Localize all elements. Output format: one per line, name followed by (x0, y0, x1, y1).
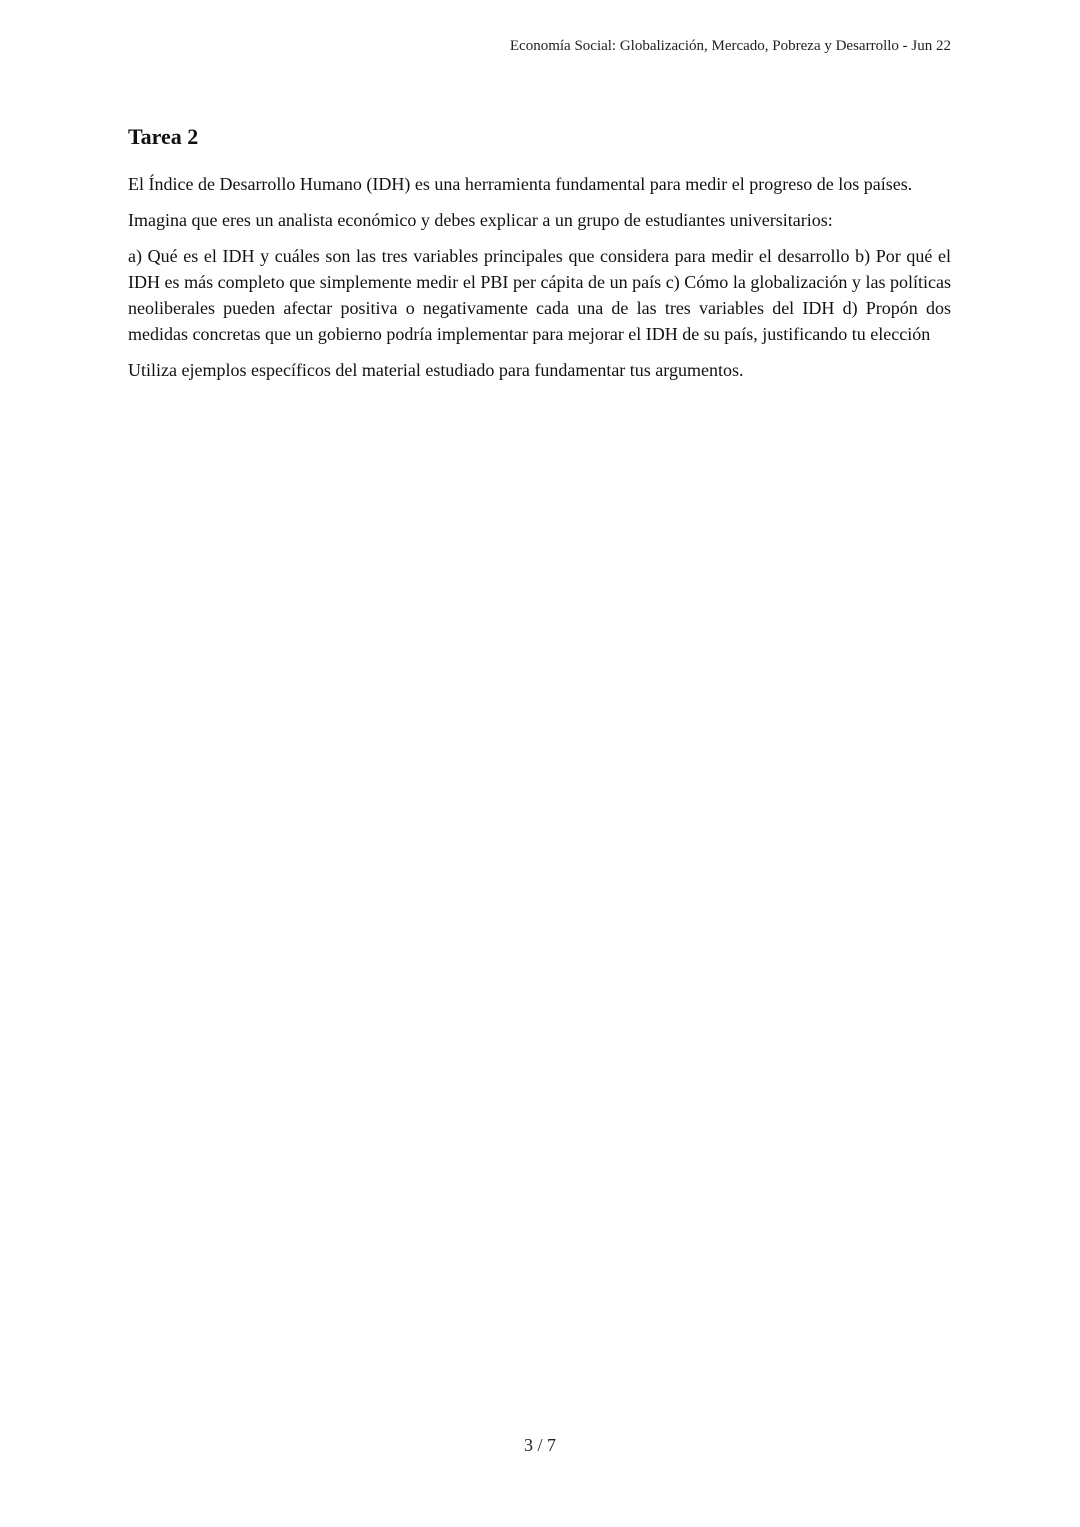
instruction-paragraph: Imagina que eres un analista económico y debes explicar a un grupo de estudiantes universitarios: (128, 210, 833, 230)
questions-paragraph: a) Qué es el IDH y cuáles son las tres variables principales que considera para medir el desarrollo b) Por qué el IDH es más completo que simplemente medir el PBI per cápita de un país c) Cómo la globalización y las políticas neoliberales pueden afectar positiva o negativamente cada una de las tres variables del IDH d) Propón dos medidas concretas que un gobierno podría implementar para mejorar el IDH de su país, justificando tu elección (128, 246, 951, 344)
running-header: Economía Social: Globalización, Mercado, Pobreza y Desarrollo - Jun 22 (509, 38, 951, 54)
closing-paragraph: Utiliza ejemplos específicos del material estudiado para fundamentar tus argumentos. (128, 360, 744, 380)
page-number: 3 / 7 (523, 1435, 556, 1455)
task-title: Tarea 2 (128, 124, 199, 149)
task-section (128, 122, 951, 393)
intro-paragraph: El Índice de Desarrollo Humano (IDH) es una herramienta fundamental para medir el progreso de los países. (128, 174, 913, 194)
